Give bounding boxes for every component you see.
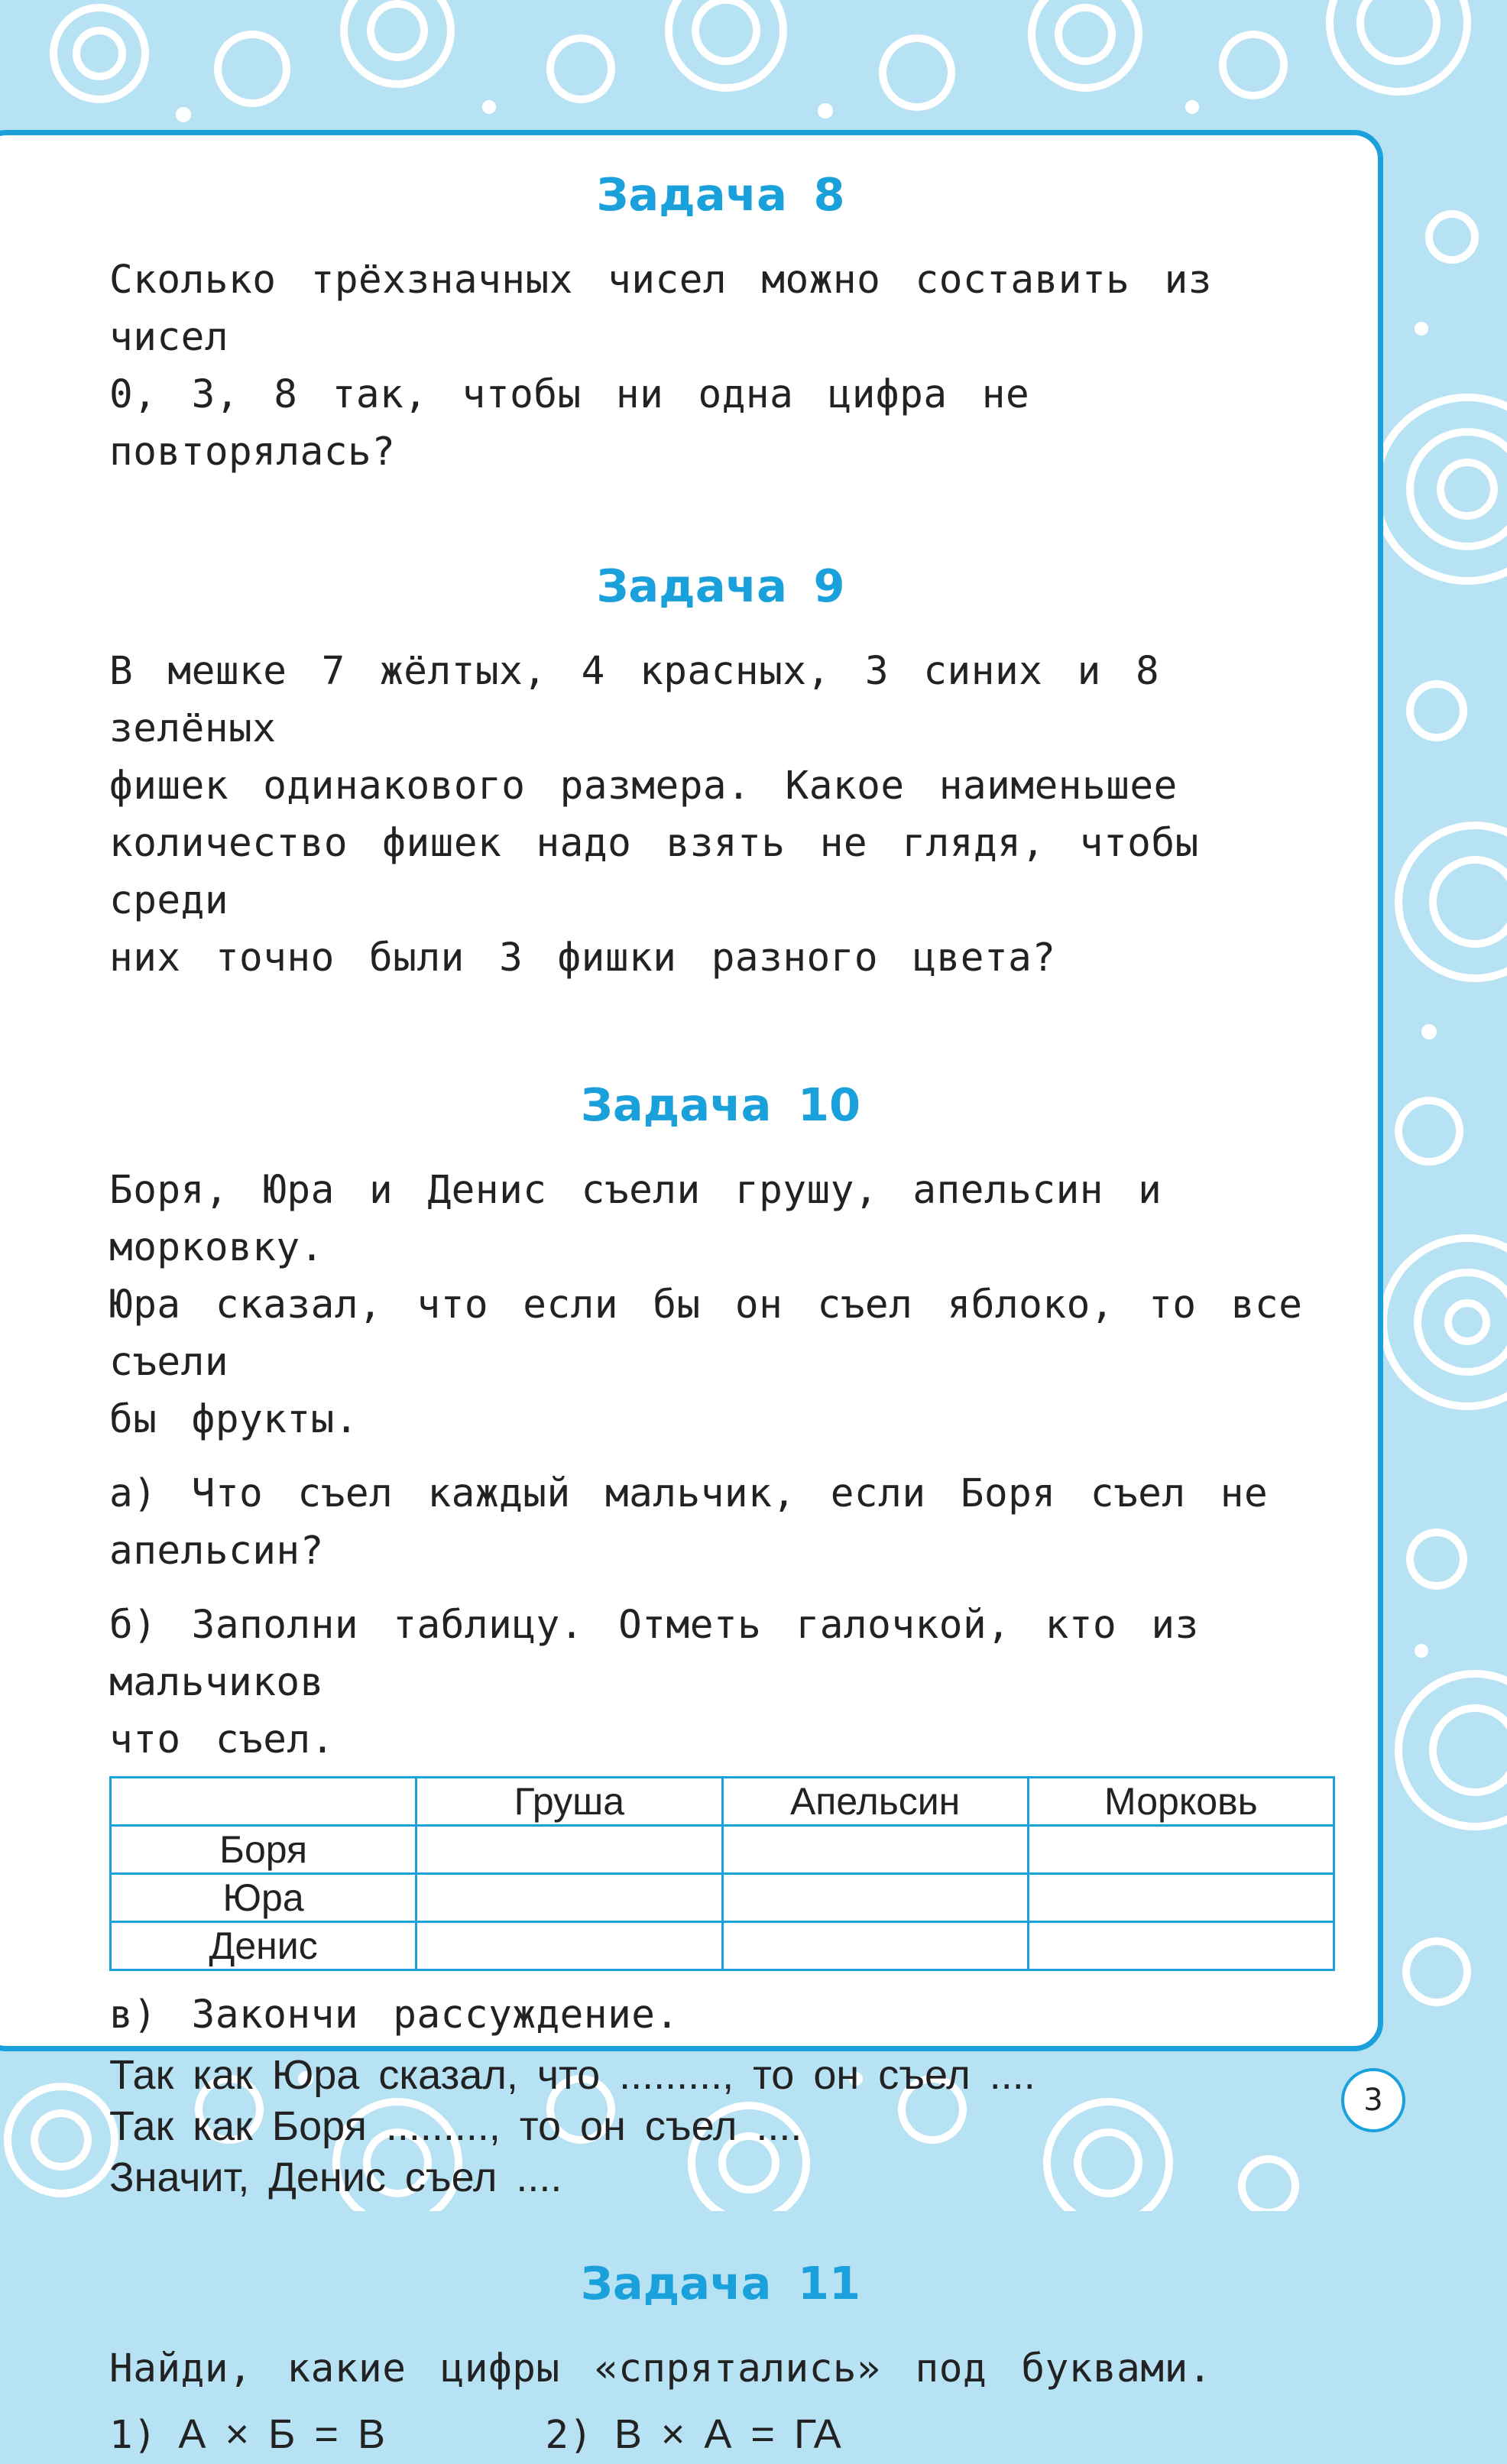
table-row [111,1874,1334,1922]
task-10-line: Боря, Юра и Денис съели грушу, апельсин и морковку. [109,1168,1162,1270]
task-11-line: Найди, какие цифры «спрятались» под буквами. [109,2346,1213,2391]
task-9-line: количество фишек надо взять не глядя, чтобы среди [109,821,1199,923]
equation-2: В × А = ГА [614,2411,841,2457]
table-cell[interactable] [722,1826,1028,1874]
table-cell[interactable] [416,1922,722,1970]
table-cell[interactable] [1028,1874,1334,1922]
row-label: Денис [111,1922,416,1970]
task-9-line: фишек одинакового размера. Какое наименьшее [109,764,1178,809]
task-10-line: Юра сказал, что если бы он съел яблоко, то все съели [109,1282,1303,1385]
table-cell[interactable] [1028,1922,1334,1970]
task-8-title: Задача 8 [596,168,845,221]
task-10-part-b: б) Заполни таблицу. Отметь галочкой, кто из мальчиков [109,1603,1199,1705]
task-10-part-b: что съел. [109,1717,335,1762]
food-table [109,1776,1335,1971]
table-cell[interactable] [416,1874,722,1922]
task-8-line: Сколько трёхзначных чисел можно составить из чисел [109,258,1213,360]
table-header-row [111,1778,1334,1826]
reasoning-line: Так как Боря ........., то он съел .... [109,2103,802,2149]
equation-2-number: 2) [545,2413,593,2458]
task-9-line: В мешке 7 жёлтых, 4 красных, 3 синих и 8 зелёных [109,649,1160,751]
task-8-line: 0, 3, 8 так, чтобы ни одна цифра не повторялась? [109,372,1030,475]
table-header-cell: Морковь [1028,1778,1334,1826]
table-header-cell [111,1778,416,1826]
table-cell[interactable] [1028,1826,1334,1874]
task-9-title: Задача 9 [596,559,845,612]
task-10-part-a: а) Что съел каждый мальчик, если Боря съел не [109,1471,1269,1516]
task-11-title: Задача 11 [580,2257,861,2310]
table-header-cell: Апельсин [722,1778,1028,1826]
task-10-line: бы фрукты. [109,1397,359,1442]
equations-row [109,2407,1340,2464]
task-10-title: Задача 10 [580,1078,861,1131]
table-row [111,1826,1334,1874]
equation-1: А × Б = В [178,2411,385,2457]
table-cell[interactable] [416,1826,722,1874]
table-header-cell: Груша [416,1778,722,1826]
table-row [111,1922,1334,1970]
page-content [109,168,1340,2464]
page-number: 3 [1341,2068,1405,2132]
row-label: Боря [111,1826,416,1874]
task-9-line: них точно были 3 фишки разного цвета? [109,935,1056,981]
table-cell[interactable] [722,1922,1028,1970]
reasoning-line: Значит, Денис съел .... [109,2154,562,2200]
task-10-part-c: в) Закончи рассуждение. [109,1992,679,2038]
reasoning-line: Так как Юра сказал, что ........., то он съел .... [109,2052,1035,2098]
task-10-part-a: апельсин? [109,1529,324,1574]
equation-1-number: 1) [109,2413,157,2458]
table-cell[interactable] [722,1874,1028,1922]
row-label: Юра [111,1874,416,1922]
